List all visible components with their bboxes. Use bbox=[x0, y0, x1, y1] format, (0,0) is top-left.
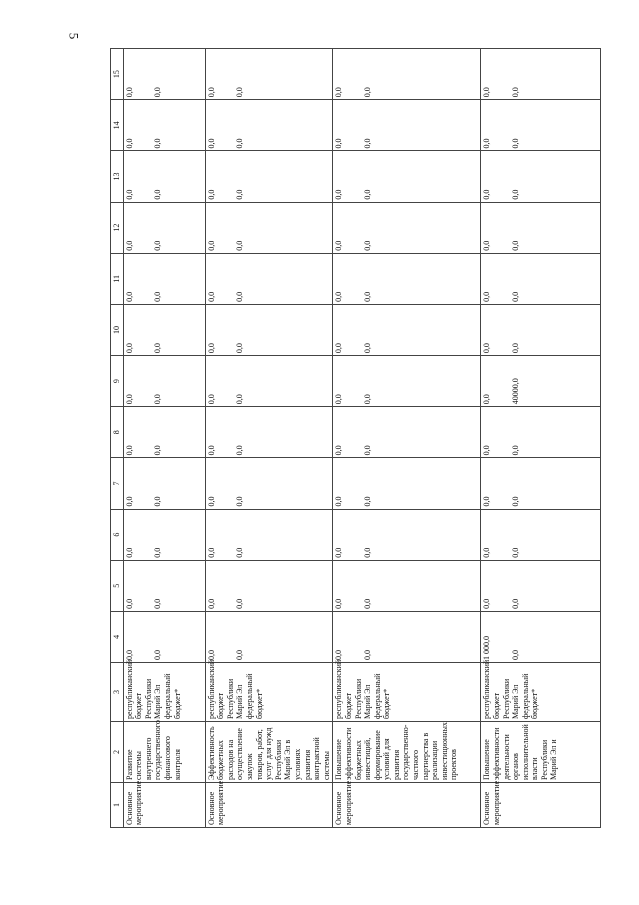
amount-value: 0,0 bbox=[124, 496, 134, 507]
amount-value: 0,0 bbox=[334, 650, 344, 660]
amount-value: 0,0 bbox=[124, 547, 134, 558]
amount-value: 0,0 bbox=[362, 445, 372, 456]
table-row bbox=[205, 49, 333, 828]
event-name-cell: Повышение эффективности бюджетных инвестиций, формирование условий для развития государственно-частного партнерства в реализации инвестиционных проектов bbox=[333, 722, 481, 783]
value-cell bbox=[481, 611, 601, 662]
budget-table bbox=[110, 48, 601, 828]
amount-value: 0,0 bbox=[124, 343, 134, 354]
budget-source-label: федеральный бюджет* bbox=[520, 673, 540, 719]
amount-value: 0,0 bbox=[334, 291, 344, 302]
amount-value: 0,0 bbox=[334, 445, 344, 456]
event-name-cell: Эффективность бюджетных расходов на осуществление закупок товаров, работ, услуг для нужд Республики Марий Эл в условиях развития контрактной системы bbox=[205, 722, 333, 783]
column-header: 15 bbox=[111, 49, 124, 100]
amount-value: 0,0 bbox=[482, 291, 492, 302]
column-header: 11 bbox=[111, 253, 124, 304]
amount-value: 0,0 bbox=[510, 138, 520, 149]
column-header: 14 bbox=[111, 100, 124, 151]
amount-value: 0,0 bbox=[510, 496, 520, 507]
amount-value: 0,0 bbox=[206, 291, 216, 302]
amount-value: 0,0 bbox=[153, 138, 163, 149]
column-header: 10 bbox=[111, 304, 124, 355]
amount-value: 0,0 bbox=[153, 87, 163, 98]
value-cell bbox=[481, 509, 601, 560]
amount-value: 0,0 bbox=[362, 138, 372, 149]
amount-value: 0,0 bbox=[153, 394, 163, 405]
amount-value: 0,0 bbox=[235, 445, 245, 456]
amount-value: 0,0 bbox=[124, 138, 134, 149]
amount-value: 0,0 bbox=[362, 343, 372, 354]
value-cell bbox=[333, 611, 481, 662]
column-header: 5 bbox=[111, 560, 124, 611]
amount-value: 0,0 bbox=[334, 547, 344, 558]
amount-value: 0,0 bbox=[362, 394, 372, 405]
amount-value: 0,0 bbox=[482, 445, 492, 456]
amount-value: 0,0 bbox=[482, 598, 492, 609]
table-row bbox=[481, 49, 601, 828]
value-cell bbox=[333, 100, 481, 151]
value-cell bbox=[481, 304, 601, 355]
amount-value: 0,0 bbox=[153, 445, 163, 456]
value-cell bbox=[123, 151, 205, 202]
value-cell bbox=[123, 458, 205, 509]
value-cell bbox=[333, 253, 481, 304]
amount-value: 0,0 bbox=[124, 87, 134, 98]
value-cell bbox=[205, 458, 333, 509]
column-header: 12 bbox=[111, 202, 124, 253]
amount-value: 0,0 bbox=[362, 547, 372, 558]
amount-value: 0,0 bbox=[362, 189, 372, 200]
value-cell bbox=[333, 560, 481, 611]
amount-value: 0,0 bbox=[124, 291, 134, 302]
amount-value: 0,0 bbox=[510, 650, 520, 660]
amount-value: 0,0 bbox=[510, 445, 520, 456]
amount-value: 0,0 bbox=[206, 240, 216, 251]
value-cell bbox=[205, 253, 333, 304]
amount-value: 0,0 bbox=[124, 650, 134, 660]
amount-value: 1 000,0 bbox=[482, 636, 492, 660]
value-cell bbox=[333, 509, 481, 560]
amount-value: 0,0 bbox=[235, 138, 245, 149]
amount-value: 0,0 bbox=[362, 87, 372, 98]
value-cell bbox=[333, 151, 481, 202]
amount-value: 0,0 bbox=[510, 240, 520, 251]
column-header: 7 bbox=[111, 458, 124, 509]
event-name-cell: Развитие системы внутреннего государственного финансового контроля bbox=[123, 722, 205, 783]
amount-value: 0,0 bbox=[153, 496, 163, 507]
budget-source-label: республиканский бюджет Республики Марий Эл bbox=[124, 659, 163, 719]
amount-value: 0,0 bbox=[334, 138, 344, 149]
amount-value: 0,0 bbox=[235, 650, 245, 660]
column-header: 1 bbox=[111, 783, 124, 828]
table-row bbox=[333, 49, 481, 828]
value-cell bbox=[481, 560, 601, 611]
budget-source-label: федеральный бюджет* bbox=[372, 673, 392, 719]
value-cell bbox=[333, 202, 481, 253]
value-cell bbox=[205, 356, 333, 407]
amount-value: 0,0 bbox=[124, 189, 134, 200]
amount-value: 0,0 bbox=[510, 87, 520, 98]
value-cell bbox=[333, 49, 481, 100]
amount-value: 0,0 bbox=[235, 547, 245, 558]
amount-value: 0,0 bbox=[482, 394, 492, 405]
budget-source-label: федеральный бюджет* bbox=[244, 673, 264, 719]
amount-value: 0,0 bbox=[124, 598, 134, 609]
value-cell bbox=[481, 356, 601, 407]
amount-value: 0,0 bbox=[235, 291, 245, 302]
amount-value: 0,0 bbox=[510, 189, 520, 200]
amount-value: 0,0 bbox=[206, 547, 216, 558]
value-cell bbox=[481, 49, 601, 100]
amount-value: 0,0 bbox=[510, 291, 520, 302]
amount-value: 0,0 bbox=[334, 343, 344, 354]
amount-value: 0,0 bbox=[206, 87, 216, 98]
amount-value: 0,0 bbox=[482, 496, 492, 507]
amount-value: 0,0 bbox=[206, 496, 216, 507]
value-cell bbox=[205, 202, 333, 253]
value-cell bbox=[333, 304, 481, 355]
budget-source-cell bbox=[205, 659, 333, 722]
amount-value: 0,0 bbox=[510, 343, 520, 354]
column-header: 3 bbox=[111, 663, 124, 722]
value-cell bbox=[333, 407, 481, 458]
value-cell bbox=[123, 356, 205, 407]
column-header: 8 bbox=[111, 407, 124, 458]
amount-value: 0,0 bbox=[482, 240, 492, 251]
value-cell bbox=[481, 253, 601, 304]
amount-value: 0,0 bbox=[206, 343, 216, 354]
value-cell bbox=[205, 49, 333, 100]
amount-value: 0,0 bbox=[334, 598, 344, 609]
amount-value: 0,0 bbox=[510, 598, 520, 609]
value-cell bbox=[123, 560, 205, 611]
budget-source-label: республиканский бюджет Республики Марий Эл bbox=[482, 659, 521, 719]
value-cell bbox=[123, 49, 205, 100]
amount-value: 0,0 bbox=[124, 445, 134, 456]
header-row bbox=[111, 49, 124, 828]
amount-value: 0,0 bbox=[153, 598, 163, 609]
table-body bbox=[123, 49, 601, 828]
amount-value: 0,0 bbox=[362, 240, 372, 251]
amount-value: 0,0 bbox=[206, 598, 216, 609]
amount-value: 0,0 bbox=[124, 240, 134, 251]
event-type-cell: Основное мероприятие bbox=[481, 783, 601, 828]
event-type-cell: Основное мероприятие bbox=[333, 783, 481, 828]
amount-value: 0,0 bbox=[153, 547, 163, 558]
value-cell bbox=[481, 202, 601, 253]
amount-value: 0,0 bbox=[235, 189, 245, 200]
amount-value: 0,0 bbox=[153, 240, 163, 251]
amount-value: 0,0 bbox=[153, 650, 163, 660]
amount-value: 0,0 bbox=[235, 496, 245, 507]
amount-value: 0,0 bbox=[206, 138, 216, 149]
value-cell bbox=[123, 509, 205, 560]
value-cell bbox=[205, 151, 333, 202]
budget-source-label: федеральный бюджет* bbox=[162, 673, 182, 719]
column-header: 2 bbox=[111, 722, 124, 783]
rotated-table-container bbox=[110, 48, 559, 828]
amount-value: 0,0 bbox=[334, 87, 344, 98]
budget-source-cell bbox=[123, 659, 205, 722]
column-header: 4 bbox=[111, 611, 124, 662]
value-cell bbox=[481, 100, 601, 151]
amount-value: 0,0 bbox=[334, 496, 344, 507]
amount-value: 0,0 bbox=[235, 87, 245, 98]
value-cell bbox=[123, 100, 205, 151]
amount-value: 0,0 bbox=[206, 445, 216, 456]
amount-value: 0,0 bbox=[362, 496, 372, 507]
value-cell bbox=[123, 304, 205, 355]
value-cell bbox=[333, 356, 481, 407]
amount-value: 0,0 bbox=[510, 547, 520, 558]
budget-source-cell bbox=[333, 659, 481, 722]
value-cell bbox=[123, 407, 205, 458]
amount-value: 0,0 bbox=[482, 189, 492, 200]
amount-value: 0,0 bbox=[362, 291, 372, 302]
amount-value: 0,0 bbox=[334, 189, 344, 200]
value-cell bbox=[123, 202, 205, 253]
amount-value: 0,0 bbox=[334, 394, 344, 405]
amount-value: 0,0 bbox=[362, 598, 372, 609]
amount-value: 0,0 bbox=[482, 87, 492, 98]
budget-source-cell bbox=[481, 659, 601, 722]
value-cell bbox=[205, 611, 333, 662]
event-type-cell: Основное мероприятие bbox=[205, 783, 333, 828]
amount-value: 0,0 bbox=[235, 240, 245, 251]
page-number: 5 bbox=[66, 32, 82, 40]
value-cell bbox=[205, 509, 333, 560]
budget-source-label: республиканский бюджет Республики Марий Эл bbox=[206, 659, 245, 719]
amount-value: 0,0 bbox=[124, 394, 134, 405]
value-cell bbox=[205, 407, 333, 458]
event-type-cell: Основное мероприятие bbox=[123, 783, 205, 828]
amount-value: 0,0 bbox=[206, 189, 216, 200]
amount-value: 0,0 bbox=[235, 598, 245, 609]
value-cell bbox=[481, 151, 601, 202]
amount-value: 0,0 bbox=[362, 650, 372, 660]
amount-value: 0,0 bbox=[482, 547, 492, 558]
value-cell bbox=[123, 253, 205, 304]
amount-value: 0,0 bbox=[153, 343, 163, 354]
amount-value: 0,0 bbox=[334, 240, 344, 251]
budget-source-label: республиканский бюджет Республики Марий Эл bbox=[334, 659, 373, 719]
amount-value: 0,0 bbox=[153, 291, 163, 302]
value-cell bbox=[481, 407, 601, 458]
event-name-cell: Повышение эффективности деятельности органов исполнительной власти Республики Марий Эл и bbox=[481, 722, 601, 783]
table-row bbox=[123, 49, 205, 828]
amount-value: 40000,0 bbox=[510, 378, 520, 405]
amount-value: 0,0 bbox=[235, 343, 245, 354]
value-cell bbox=[481, 458, 601, 509]
value-cell bbox=[123, 611, 205, 662]
value-cell bbox=[205, 100, 333, 151]
column-header: 6 bbox=[111, 509, 124, 560]
amount-value: 0,0 bbox=[206, 650, 216, 660]
amount-value: 0,0 bbox=[482, 138, 492, 149]
amount-value: 0,0 bbox=[153, 189, 163, 200]
value-cell bbox=[205, 304, 333, 355]
amount-value: 0,0 bbox=[235, 394, 245, 405]
amount-value: 0,0 bbox=[206, 394, 216, 405]
column-header: 9 bbox=[111, 356, 124, 407]
value-cell bbox=[205, 560, 333, 611]
amount-value: 0,0 bbox=[482, 343, 492, 354]
column-header: 13 bbox=[111, 151, 124, 202]
value-cell bbox=[333, 458, 481, 509]
